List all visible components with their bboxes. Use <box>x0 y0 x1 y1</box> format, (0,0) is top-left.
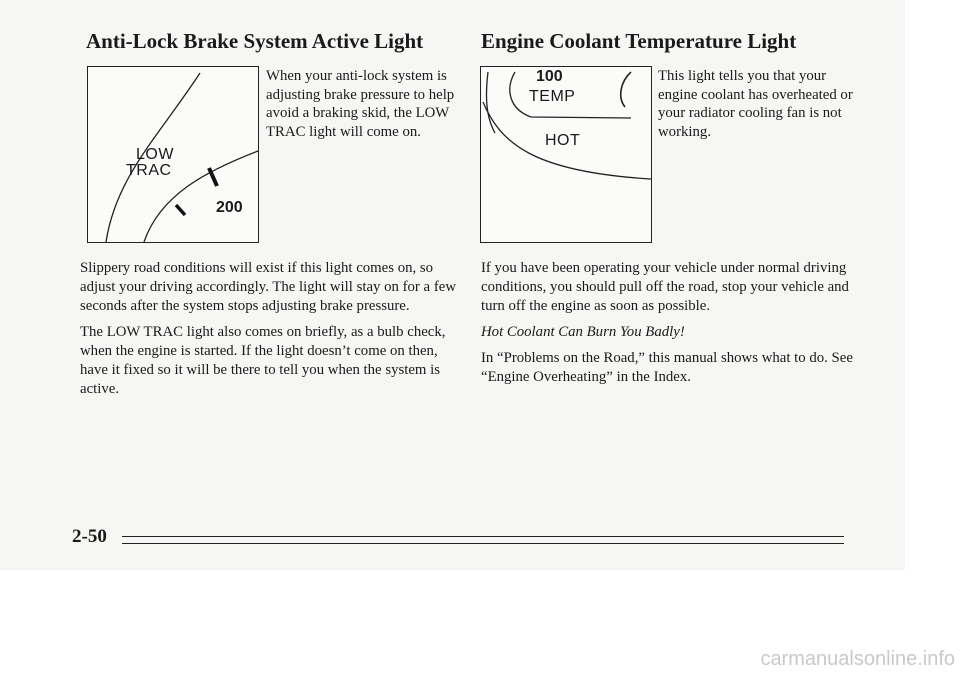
gauge-temp-label: TEMP <box>529 88 576 105</box>
coolant-light-heading: Engine Coolant Temperature Light <box>481 29 797 53</box>
abs-light-body <box>80 259 460 406</box>
low-trac-gauge-illustration <box>87 66 259 243</box>
gauge-low-label: LOW <box>136 146 174 163</box>
hot-coolant-warning: Hot Coolant Can Burn You Badly! <box>481 324 685 340</box>
abs-paragraph: The LOW TRAC light also comes on briefly, as a bulb check, when the engine is started. If the light doesn’t come on then, have it fixed so it will be there to tell you when the system is active. <box>80 324 446 397</box>
gauge-200-label: 200 <box>216 199 243 216</box>
gauge-trac-label: TRAC <box>126 162 172 179</box>
coolant-light-body <box>481 259 861 394</box>
watermark-text: carmanualsonline.info <box>760 648 955 670</box>
footer-double-rule <box>122 536 844 544</box>
coolant-light-description: This light tells you that your engine coolant has overheated or your radiator cooling fan is not working. <box>658 68 853 140</box>
gauge-100-label: 100 <box>536 68 563 85</box>
gauge-hot-label: HOT <box>545 132 581 149</box>
abs-light-description: When your anti-lock system is adjusting brake pressure to help avoid a braking skid, the LOW TRAC light will come on. <box>266 68 455 140</box>
abs-light-heading: Anti-Lock Brake System Active Light <box>86 29 424 53</box>
coolant-paragraph: In “Problems on the Road,” this manual shows what to do. See “Engine Overheating” in the Index. <box>481 350 853 385</box>
page-number: 2-50 <box>72 526 107 547</box>
abs-paragraph: Slippery road conditions will exist if this light comes on, so adjust your driving accordingly. The light will stay on for a few seconds after the system stops adjusting brake pressure. <box>80 260 457 314</box>
coolant-paragraph: If you have been operating your vehicle under normal driving conditions, you should pull off the road, stop your vehicle and turn off the engine as soon as possible. <box>481 260 849 314</box>
coolant-temp-gauge-illustration <box>480 66 652 243</box>
